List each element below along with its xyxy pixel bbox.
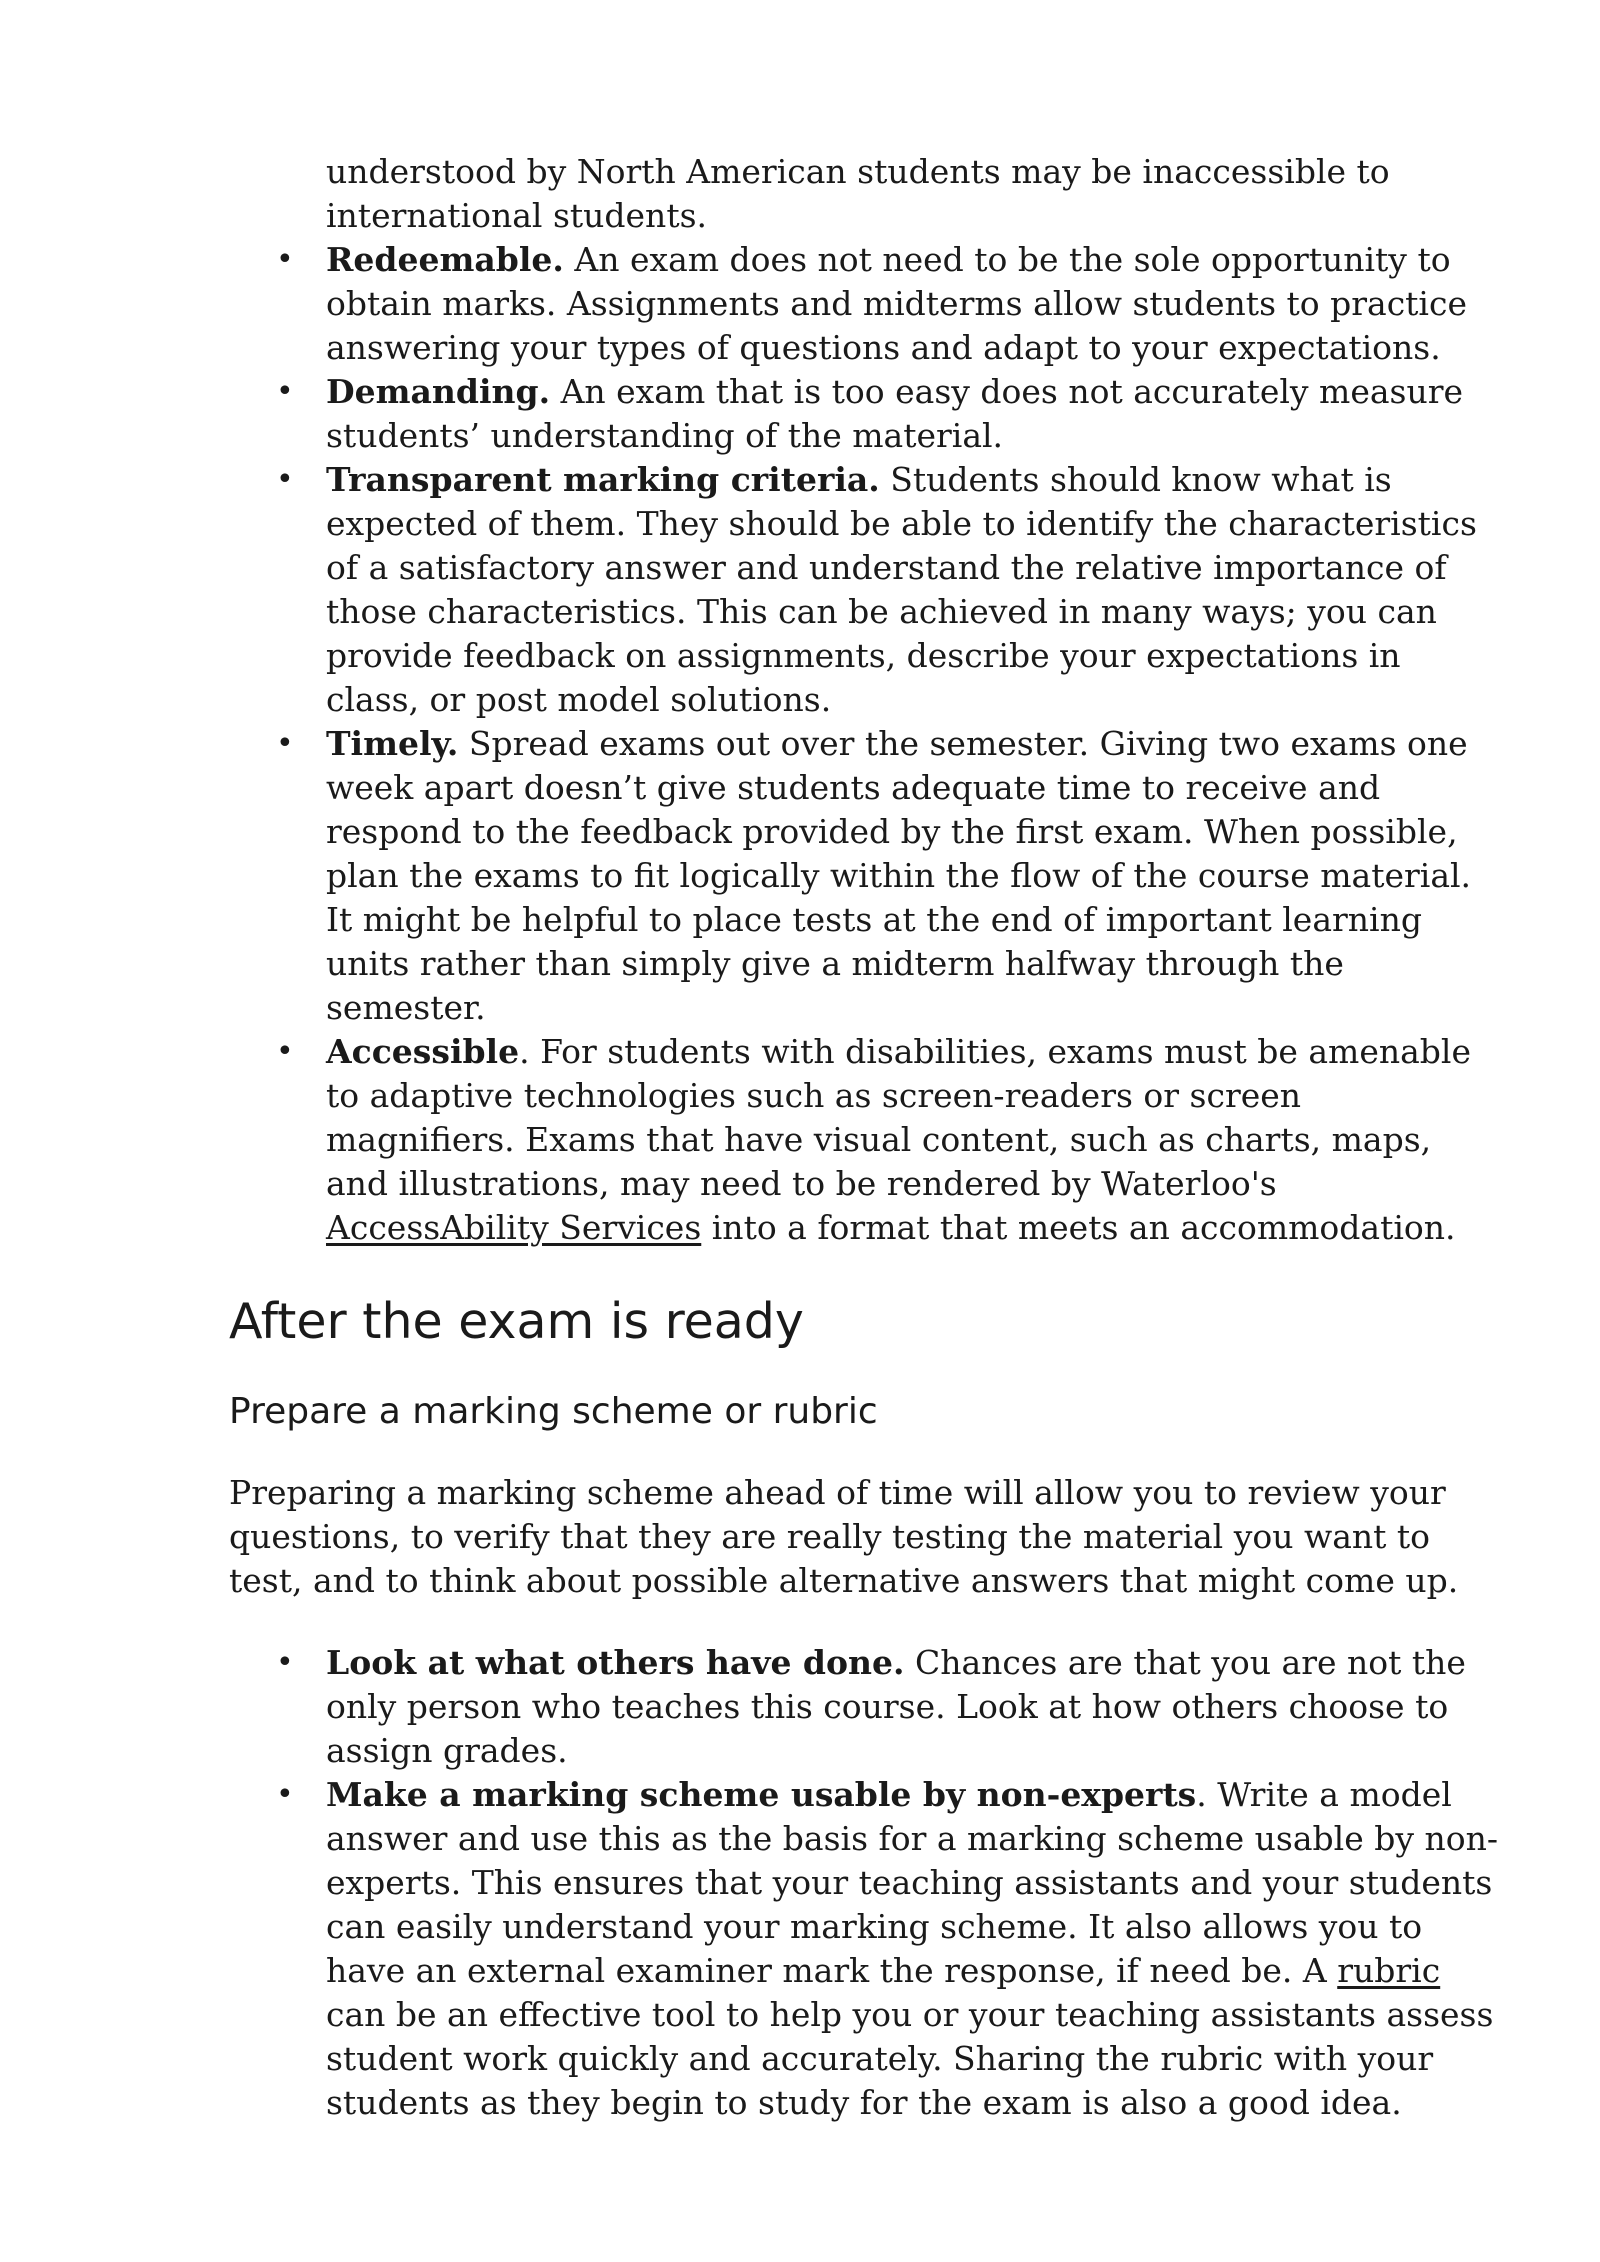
list-item-transparent-marking (326, 458, 1499, 722)
accessability-services-link[interactable]: AccessAbility Services (326, 1208, 702, 1247)
list-item-marking-scheme (326, 1773, 1499, 2125)
item-term: Look at what others have done. (326, 1643, 905, 1682)
intro-paragraph: Preparing a marking scheme ahead of time will allow you to review your questions, to verify that they are really testing the material you want to test, and to think about possible alternative answers that might come up. (229, 1473, 1459, 1600)
list-item-look-at-others (326, 1641, 1499, 1773)
section-heading: After the exam is ready (229, 1293, 804, 1350)
list-item-demanding (326, 370, 1499, 458)
marking-tips-list (229, 1641, 1499, 2125)
item-text: . Write a model answer and use this as the basis for a marking scheme usable by non-experts. This ensures that your teaching assistants and your students can easily understand your marking scheme. It also allows you to have an external examiner mark the response, if need be. A (326, 1775, 1499, 1990)
continuation-text: understood by North American students may be inaccessible to international students. (326, 152, 1390, 235)
item-text: Spread exams out over the semester. Giving two exams one week apart doesn’t give students adequate time to receive and respond to the feedback provided by the first exam. When possible, plan the exams to fit logically within the flow of the course material. It might be helpful to place tests at the end of important learning units rather than simply give a midterm halfway through the semester. (326, 724, 1472, 1027)
item-term: Accessible (326, 1032, 520, 1071)
sub-heading: Prepare a marking scheme or rubric (229, 1391, 878, 1432)
list-item-redeemable (326, 238, 1499, 370)
item-term: Transparent marking criteria. (326, 460, 880, 499)
item-text: An exam that is too easy does not accurately measure students’ understanding of the material. (326, 372, 1464, 455)
criteria-list (229, 150, 1499, 1250)
item-term: Make a marking scheme usable by non-experts (326, 1775, 1197, 1814)
item-term: Demanding. (326, 372, 551, 411)
item-text: . For students with disabilities, exams must be amenable to adaptive technologies such as screen-readers or screen magnifiers. Exams that have visual content, such as charts, maps, and illustrations, may need to be rendered by Waterloo's (326, 1032, 1472, 1203)
list-item-continuation (326, 150, 1499, 238)
item-term: Timely. (326, 724, 459, 763)
item-text: can be an effective tool to help you or your teaching assistants assess student work quickly and accurately. Sharing the rubric with your students as they begin to study for the exam is also a good idea. (326, 1995, 1494, 2122)
document-page (229, 150, 1499, 2125)
list-item-timely (326, 722, 1499, 1030)
list-item-accessible (326, 1030, 1499, 1250)
item-text: Chances are that you are not the only person who teaches this course. Look at how others choose to assign grades. (326, 1643, 1466, 1770)
item-text: Students should know what is expected of them. They should be able to identify the characteristics of a satisfactory answer and understand the relative importance of those characteristics. This can be achieved in many ways; you can provide feedback on assignments, describe your expectations in class, or post model solutions. (326, 460, 1477, 719)
rubric-link[interactable]: rubric (1337, 1951, 1441, 1990)
item-text: An exam does not need to be the sole opportunity to obtain marks. Assignments and midterms allow students to practice answering your types of questions and adapt to your expectations. (326, 240, 1467, 367)
item-text: into a format that meets an accommodation. (701, 1208, 1456, 1247)
item-term: Redeemable. (326, 240, 564, 279)
